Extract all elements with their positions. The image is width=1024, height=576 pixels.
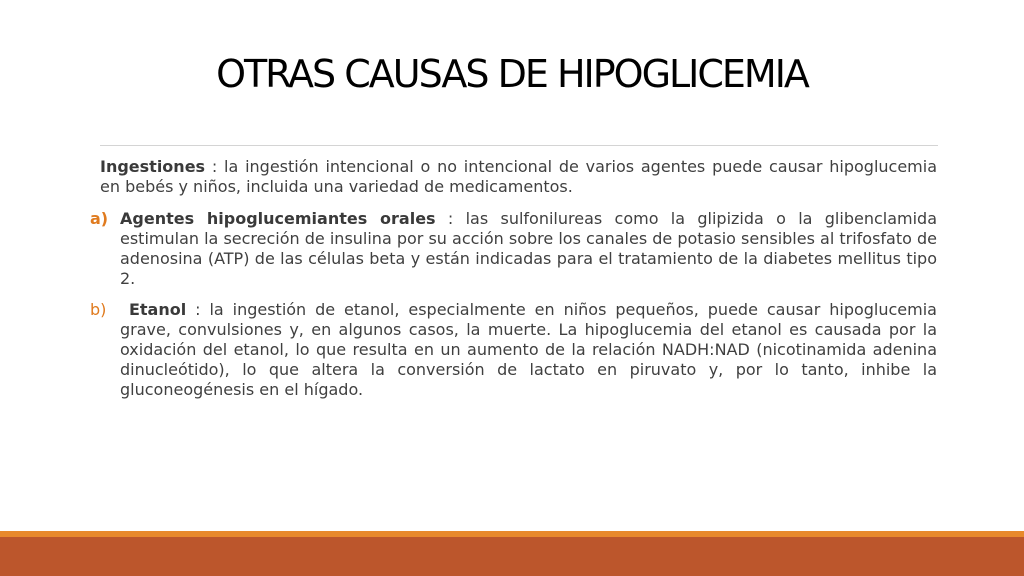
- item-b-term: Etanol: [128, 300, 187, 319]
- slide-body: [90, 157, 938, 411]
- item-a-text: : las sulfonilureas como la glipizida o la glibenclamida estimulan la secreción de insulina por su acción sobre los canales de potasio sensibles al trifosfato de adenosina (ATP) de las células beta y están indicadas para el tratamiento de la diabetes mellitus tipo 2.: [120, 209, 938, 288]
- intro-paragraph: [100, 157, 937, 197]
- slide-title: OTRAS CAUSAS DE HIPOGLICEMIA: [216, 52, 808, 96]
- intro-text: : la ingestión intencional o no intencional de varios agentes puede causar hipoglucemia en bebés y niños, incluida una variedad de medicamentos.: [100, 157, 937, 196]
- list-marker-a: a): [90, 209, 109, 228]
- item-a-term: Agentes hipoglucemiantes orales: [120, 209, 436, 228]
- title-divider: [100, 145, 938, 146]
- intro-term: Ingestiones: [100, 157, 206, 176]
- footer-band: [0, 537, 1024, 576]
- list-item-a: [90, 209, 938, 289]
- list-item-b: [90, 300, 937, 400]
- item-b-text: : la ingestión de etanol, especialmente en niños pequeños, puede causar hipoglucemia grave, convulsiones y, en algunos casos, la muerte. La hipoglucemia del etanol es causada por la oxidación del etanol, lo que resulta en un aumento de la relación NADH:NAD (nicotinamida adenina dinucleótido), lo que altera la conversión de lactato en piruvato y, por lo tanto, inhibe la gluconeogénesis en el hígado.: [120, 300, 937, 399]
- list-marker-b: b): [90, 300, 107, 319]
